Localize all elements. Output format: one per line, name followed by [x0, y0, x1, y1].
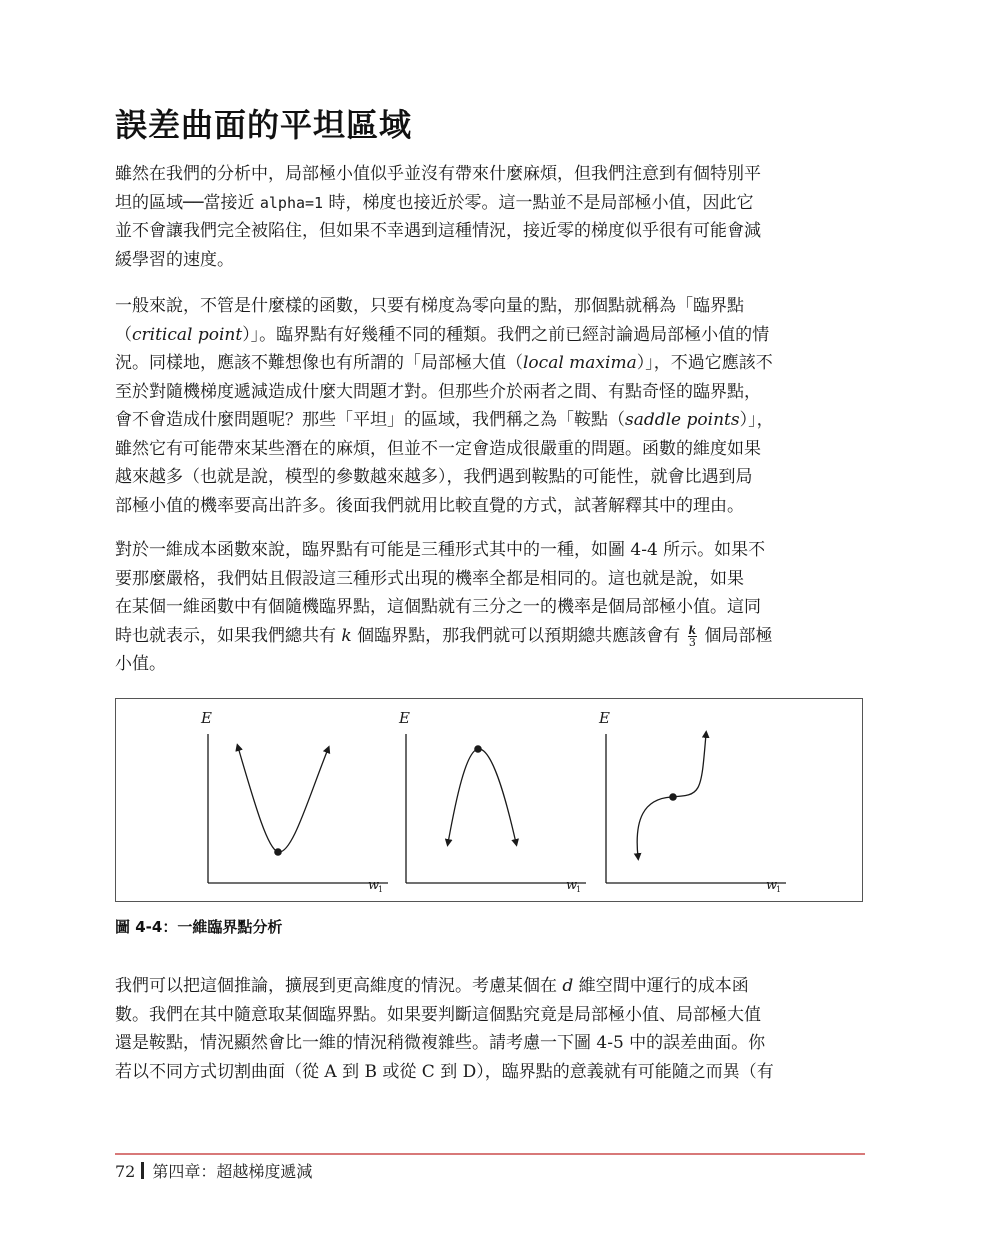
para3-line: 對於一維成本函數來說，臨界點有可能是三種形式其中的一種，如圖 4-4 所示。如果不: [115, 540, 766, 560]
minimum-critical-point: [274, 848, 282, 856]
para4-line: 還是鞍點，情況顯然會比一維的情況稍微複雜些。請考慮一下圖 4-5 中的誤差曲面。你: [115, 1033, 766, 1053]
figure-4-4: [115, 698, 863, 902]
inline-code: alpha=1: [259, 193, 324, 212]
y-axis-label: E: [399, 709, 410, 727]
para4-line: 我們可以把這個推論，擴展到更高維度的情況。考慮某個在 d 維空間中運行的成本函: [115, 976, 749, 996]
maximum-curve: [448, 749, 516, 843]
para2-line: 一般來說，不管是什麼樣的函數，只要有梯度為零向量的點，那個點就稱為「臨界點: [115, 296, 744, 316]
var-d: d: [562, 976, 574, 996]
para2-line: 越來越多（也就是說，模型的參數越來越多），我們遇到鞍點的可能性，就會比遇到局: [115, 467, 753, 487]
para2-line: （critical point）」。臨界點有好幾種不同的種類。我們之前已經討論過局部極小值的情: [115, 324, 770, 345]
figure-caption: 圖 4-4：一維臨界點分析: [115, 918, 283, 936]
paragraph-2: [115, 292, 865, 520]
x-axis-subscript: 1: [576, 885, 582, 894]
x-axis-label: w: [766, 878, 778, 893]
chapter-title: 第四章：超越梯度遞減: [152, 1162, 313, 1181]
para2-line: 雖然它有可能帶來某些潛在的麻煩，但並不一定會造成很嚴重的問題。函數的維度如果: [115, 438, 761, 459]
para1-line: 雖然在我們的分析中，局部極小值似乎並沒有帶來什麼麻煩，但我們注意到有個特別平: [115, 164, 761, 184]
para3-line: 時也就表示，如果我們總共有 k 個臨界點，那我們就可以預期總共應該會有 $\frac{k}{3}$ 個局部極: [115, 623, 773, 649]
term-local-maxima: local maxima: [523, 353, 637, 373]
minimum-curve: [238, 747, 328, 852]
footer-rule: [115, 1153, 865, 1155]
var-k: k: [341, 625, 352, 646]
term-critical-point: critical point: [132, 324, 243, 345]
paragraph-1: [115, 160, 865, 274]
para4-line: 數。我們在其中隨意取某個臨界點。如果要判斷這個點究竟是局部極小值、局部極大值: [115, 1004, 761, 1025]
para3-line: 要那麼嚴格，我們姑且假設這三種形式出現的機率全都是相同的。這也就是說，如果: [115, 568, 744, 589]
section-heading: 誤差曲面的平坦區域: [115, 106, 413, 144]
para3-line: 小值。: [115, 654, 166, 674]
para1-line: 並不會讓我們完全被陷住，但如果不幸遇到這種情況，接近零的梯度似乎很有可能會減: [115, 221, 761, 241]
para2-line: 況。同樣地，應該不難想像也有所謂的「局部極大值（local maxima）」，不過它應該不: [115, 353, 773, 373]
paragraph-3: [115, 536, 865, 679]
para4-line: 若以不同方式切割曲面（從 A 到 B 或從 C 到 D），臨界點的意義就有可能隨之而異（有: [115, 1061, 774, 1082]
para1-line: 緩學習的速度。: [115, 249, 234, 270]
para2-line: 至於對隨機梯度遞減造成什麼大問題才對。但那些介於兩者之間、有點奇怪的臨界點，: [115, 381, 761, 402]
critical-points-diagram: [116, 699, 864, 903]
para2-line: 會不會造成什麼問題呢？那些「平坦」的區域，我們稱之為「鞍點（saddle points）」，: [115, 410, 774, 430]
para3-line: 在某個一維函數中有個隨機臨界點，這個點就有三分之一的機率是個局部極小值。這同: [115, 597, 761, 617]
x-axis-label: w: [566, 878, 578, 893]
x-axis-subscript: 1: [776, 885, 782, 894]
book-page: [115, 0, 865, 1243]
paragraph-4: [115, 972, 865, 1086]
para1-line: 坦的區域──當接近 alpha=1 時，梯度也接近於零。這一點並不是局部極小值，因此它: [115, 192, 754, 213]
y-axis-label: E: [599, 709, 610, 727]
saddle-critical-point: [669, 793, 677, 801]
x-axis-label: w: [368, 878, 380, 893]
fraction-k-over-3: $\frac{k}{3}$: [688, 623, 697, 649]
y-axis-label: E: [201, 709, 212, 727]
x-axis-subscript: 1: [378, 885, 384, 894]
footer-separator: [141, 1162, 144, 1179]
page-number: 72: [115, 1162, 136, 1181]
para2-line: 部極小值的機率要高出許多。後面我們就用比較直覺的方式，試著解釋其中的理由。: [115, 495, 744, 516]
term-saddle-points: saddle points: [625, 410, 740, 430]
maximum-critical-point: [474, 745, 482, 753]
page-footer: [115, 1159, 312, 1182]
